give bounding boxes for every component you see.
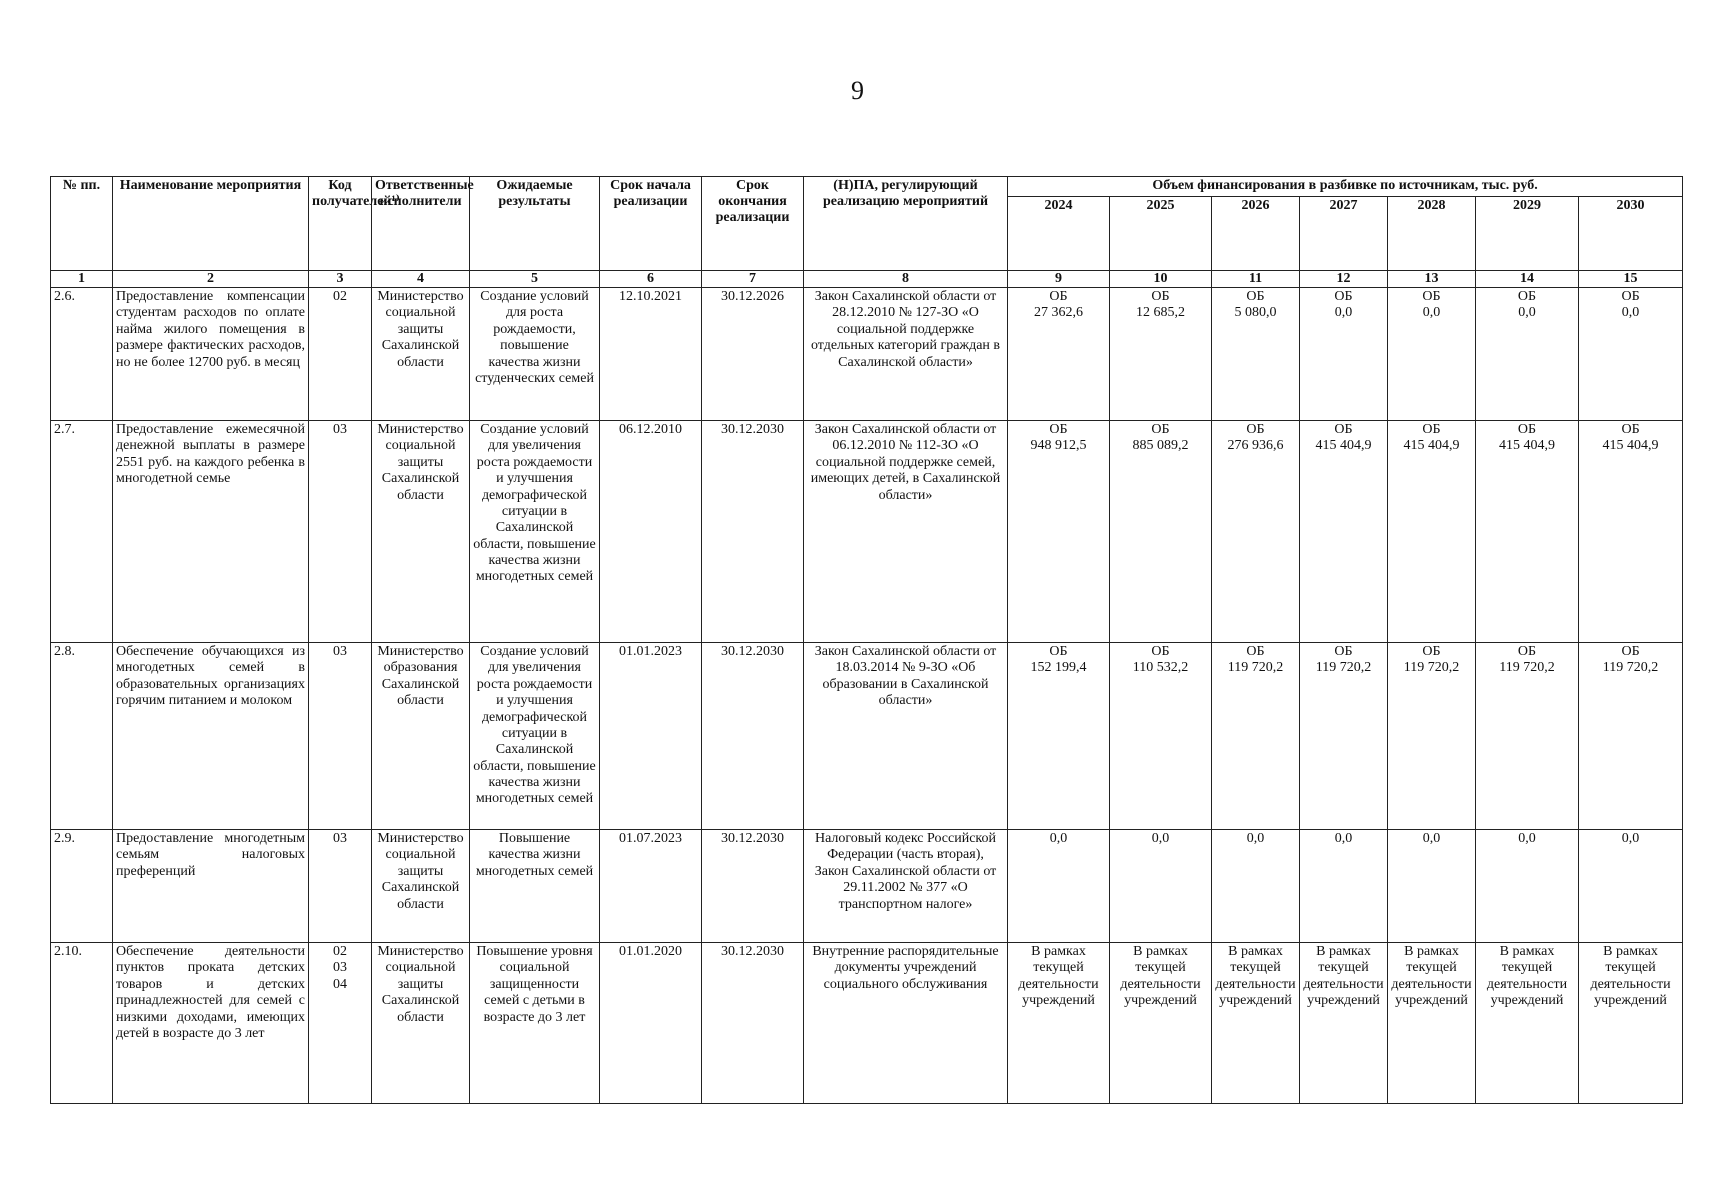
funding-2029: ОБ 0,0 [1476,288,1579,421]
funding-2024: ОБ 152 199,4 [1008,643,1110,830]
header-year: 2029 [1476,197,1579,271]
funding-2029: В рамках текущей деятельности учреждений [1476,943,1579,1104]
column-number: 10 [1110,271,1212,288]
table-row [51,421,1683,643]
column-number: 4 [372,271,470,288]
header-start: Срок начала реализации [600,177,702,271]
end-date: 30.12.2030 [702,943,804,1104]
header-results: Ожидаемые результаты [470,177,600,271]
funding-2025: В рамках текущей деятельности учреждений [1110,943,1212,1104]
expected-results: Повышение уровня социальной защищенности семей с детьми в возрасте до 3 лет [470,943,600,1104]
regulating-act: Внутренние распорядительные документы учреждений социального обслуживания [804,943,1008,1104]
responsible-executor: Министерство образования Сахалинской области [372,643,470,830]
header-year: 2028 [1388,197,1476,271]
funding-2027: В рамках текущей деятельности учреждений [1300,943,1388,1104]
funding-2024: 0,0 [1008,830,1110,943]
column-number: 6 [600,271,702,288]
start-date: 06.12.2010 [600,421,702,643]
column-number: 14 [1476,271,1579,288]
start-date: 01.01.2023 [600,643,702,830]
funding-2028: ОБ 119 720,2 [1388,643,1476,830]
funding-2028: В рамках текущей деятельности учреждений [1388,943,1476,1104]
expected-results: Создание условий для увеличения роста рождаемости и улучшения демографической ситуации в Сахалинской области, повышение качества жизни многодетных семей [470,421,600,643]
header-year: 2024 [1008,197,1110,271]
funding-2029: 0,0 [1476,830,1579,943]
expected-results: Создание условий для роста рождаемости, повышение качества жизни студенческих семей [470,288,600,421]
row-number: 2.7. [51,421,113,643]
column-number: 9 [1008,271,1110,288]
recipient-code: 02 03 04 [309,943,372,1104]
row-number: 2.6. [51,288,113,421]
table-row [51,288,1683,421]
funding-2025: ОБ 110 532,2 [1110,643,1212,830]
funding-2027: 0,0 [1300,830,1388,943]
funding-2025: 0,0 [1110,830,1212,943]
header-name: Наименование мероприятия [113,177,309,271]
activity-name: Обеспечение обучающихся из многодетных семей в образовательных организациях горячим питанием и молоком [113,643,309,830]
column-number: 1 [51,271,113,288]
column-number: 15 [1579,271,1683,288]
header-responsible: Ответственные исполнители [372,177,470,271]
funding-2024: ОБ 948 912,5 [1008,421,1110,643]
funding-2027: ОБ 119 720,2 [1300,643,1388,830]
row-number: 2.9. [51,830,113,943]
funding-2030: 0,0 [1579,830,1683,943]
regulating-act: Закон Сахалинской области от 18.03.2014 № 9-ЗО «Об образовании в Сахалинской области» [804,643,1008,830]
column-number: 11 [1212,271,1300,288]
end-date: 30.12.2030 [702,421,804,643]
start-date: 01.01.2020 [600,943,702,1104]
activity-name: Предоставление ежемесячной денежной выплаты в размере 2551 руб. на каждого ребенка в многодетной семье [113,421,309,643]
responsible-executor: Министерство социальной защиты Сахалинской области [372,421,470,643]
regulating-act: Налоговый кодекс Российской Федерации (часть вторая), Закон Сахалинской области от 29.11.2002 № 377 «О транспортном налоге» [804,830,1008,943]
start-date: 12.10.2021 [600,288,702,421]
header-year: 2025 [1110,197,1212,271]
table-row [51,643,1683,830]
header-end: Срок окончания реализации [702,177,804,271]
funding-2026: ОБ 276 936,6 [1212,421,1300,643]
row-number: 2.8. [51,643,113,830]
column-number: 8 [804,271,1008,288]
funding-2026: В рамках текущей деятельности учреждений [1212,943,1300,1104]
end-date: 30.12.2030 [702,830,804,943]
recipient-code: 03 [309,830,372,943]
regulating-act: Закон Сахалинской области от 28.12.2010 № 127-ЗО «О социальной поддержке отдельных категорий граждан в Сахалинской области» [804,288,1008,421]
responsible-executor: Министерство социальной защиты Сахалинской области [372,288,470,421]
funding-2026: ОБ 5 080,0 [1212,288,1300,421]
funding-2030: В рамках текущей деятельности учреждений [1579,943,1683,1104]
activities-table [50,176,1683,1104]
column-number: 13 [1388,271,1476,288]
header-funding: Объем финансирования в разбивке по источникам, тыс. руб. [1008,177,1683,197]
recipient-code: 02 [309,288,372,421]
funding-2028: ОБ 415 404,9 [1388,421,1476,643]
column-number: 2 [113,271,309,288]
header-year: 2027 [1300,197,1388,271]
column-number: 7 [702,271,804,288]
activity-name: Предоставление многодетным семьям налоговых преференций [113,830,309,943]
expected-results: Создание условий для увеличения роста рождаемости и улучшения демографической ситуации в Сахалинской области, повышение качества жизни многодетных семей [470,643,600,830]
funding-2026: ОБ 119 720,2 [1212,643,1300,830]
funding-2024: В рамках текущей деятельности учреждений [1008,943,1110,1104]
funding-2028: ОБ 0,0 [1388,288,1476,421]
expected-results: Повышение качества жизни многодетных семей [470,830,600,943]
header-row [51,177,1683,197]
responsible-executor: Министерство социальной защиты Сахалинской области [372,943,470,1104]
column-numbers-row [51,271,1683,288]
funding-2027: ОБ 415 404,9 [1300,421,1388,643]
funding-2029: ОБ 119 720,2 [1476,643,1579,830]
funding-2028: 0,0 [1388,830,1476,943]
regulating-act: Закон Сахалинской области от 06.12.2010 № 112-ЗО «О социальной поддержке семей, имеющих детей, в Сахалинской области» [804,421,1008,643]
activity-name: Обеспечение деятельности пунктов проката детских товаров и детских принадлежностей для семей с низкими доходами, имеющих детей в возрасте до 3 лет [113,943,309,1104]
end-date: 30.12.2026 [702,288,804,421]
funding-2024: ОБ 27 362,6 [1008,288,1110,421]
header-npa: (Н)ПА, регулирующий реализацию мероприятий [804,177,1008,271]
recipient-code: 03 [309,643,372,830]
row-number: 2.10. [51,943,113,1104]
start-date: 01.07.2023 [600,830,702,943]
funding-2030: ОБ 119 720,2 [1579,643,1683,830]
header-code: Код получателей¹⁾ [309,177,372,271]
end-date: 30.12.2030 [702,643,804,830]
responsible-executor: Министерство социальной защиты Сахалинской области [372,830,470,943]
table-row [51,943,1683,1104]
column-number: 3 [309,271,372,288]
header-year: 2026 [1212,197,1300,271]
header-num: № пп. [51,177,113,271]
page-number: 9 [851,76,864,105]
funding-2025: ОБ 12 685,2 [1110,288,1212,421]
table-row [51,830,1683,943]
column-number: 12 [1300,271,1388,288]
header-year: 2030 [1579,197,1683,271]
funding-2027: ОБ 0,0 [1300,288,1388,421]
funding-2029: ОБ 415 404,9 [1476,421,1579,643]
column-number: 5 [470,271,600,288]
activity-name: Предоставление компенсации студентам расходов по оплате найма жилого помещения в размере фактических расходов, но не более 12700 руб. в месяц [113,288,309,421]
funding-2030: ОБ 415 404,9 [1579,421,1683,643]
funding-2030: ОБ 0,0 [1579,288,1683,421]
recipient-code: 03 [309,421,372,643]
funding-2026: 0,0 [1212,830,1300,943]
funding-2025: ОБ 885 089,2 [1110,421,1212,643]
